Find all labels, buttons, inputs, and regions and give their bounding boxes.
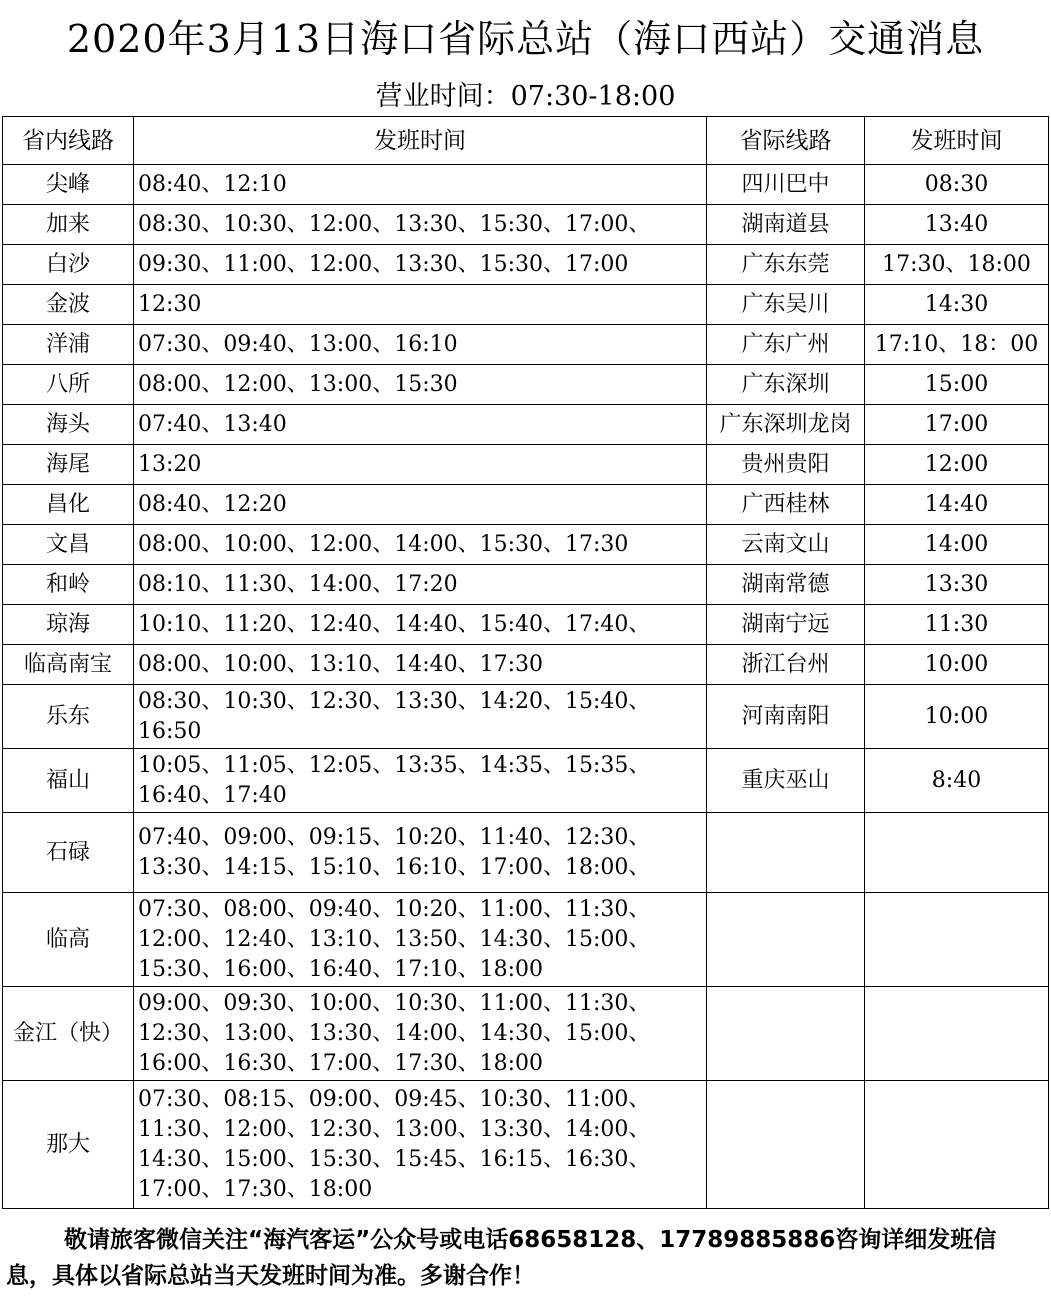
- province-departure-times: [134, 685, 707, 749]
- province-route-name: 和岭: [3, 565, 134, 605]
- province-departure-times: [134, 987, 707, 1081]
- inter-route-name: [707, 987, 865, 1081]
- province-departure-times: [134, 1081, 707, 1209]
- inter-route-name: 广东吴川: [707, 285, 865, 325]
- province-route-name: 临高南宝: [3, 645, 134, 685]
- inter-departure-time: 10:00: [865, 645, 1049, 685]
- province-route-name: 文昌: [3, 525, 134, 565]
- inter-route-name: 广东深圳: [707, 365, 865, 405]
- inter-departure-time: 17:00: [865, 405, 1049, 445]
- departure-times-line: 08:30、10:30、12:30、13:30、14:20、15:40、: [138, 688, 651, 714]
- header-province-time: 发班时间: [134, 117, 707, 165]
- province-departure-times: [134, 245, 707, 285]
- departure-times-line: 10:05、11:05、12:05、13:35、14:35、15:35、: [138, 752, 651, 778]
- province-departure-times: [134, 813, 707, 893]
- inter-departure-time: [865, 813, 1049, 893]
- departure-times-line: 08:00、12:00、13:00、15:30: [138, 371, 458, 397]
- schedule-row: [3, 445, 1049, 485]
- inter-route-name: 河南南阳: [707, 685, 865, 749]
- departure-times-line: 09:00、09:30、10:00、10:30、11:00、11:30、: [138, 990, 651, 1016]
- departure-times-line: 08:00、10:00、12:00、14:00、15:30、17:30: [138, 531, 629, 557]
- schedule-row: [3, 749, 1049, 813]
- inter-departure-time: 13:30: [865, 565, 1049, 605]
- departure-times-line: 07:30、08:00、09:40、10:20、11:00、11:30、: [138, 896, 651, 922]
- province-departure-times: [134, 365, 707, 405]
- province-departure-times: [134, 485, 707, 525]
- province-route-name: 洋浦: [3, 325, 134, 365]
- province-route-name: 加来: [3, 205, 134, 245]
- departure-times-line: 08:40、12:20: [138, 491, 287, 517]
- inter-departure-time: 12:00: [865, 445, 1049, 485]
- inter-departure-time: 14:30: [865, 285, 1049, 325]
- schedule-row: [3, 645, 1049, 685]
- departure-times-line: 14:30、15:00、15:30、15:45、16:15、16:30、: [138, 1146, 651, 1172]
- schedule-row: [3, 893, 1049, 987]
- schedule-row: [3, 245, 1049, 285]
- schedule-row: [3, 813, 1049, 893]
- province-departure-times: [134, 325, 707, 365]
- inter-departure-time: 17:10、18：00: [865, 325, 1049, 365]
- schedule-rows: [3, 165, 1049, 1209]
- inter-route-name: 湖南道县: [707, 205, 865, 245]
- inter-route-name: 湖南宁远: [707, 605, 865, 645]
- province-departure-times: [134, 405, 707, 445]
- header-province-route: 省内线路: [3, 117, 134, 165]
- inter-departure-time: 08:30: [865, 165, 1049, 205]
- schedule-row: [3, 987, 1049, 1081]
- departure-times-line: 07:40、13:40: [138, 411, 287, 437]
- inter-route-name: 广东东莞: [707, 245, 865, 285]
- inter-departure-time: 8:40: [865, 749, 1049, 813]
- inter-route-name: [707, 1081, 865, 1209]
- inter-route-name: 重庆巫山: [707, 749, 865, 813]
- business-hours: 营业时间：07:30-18:00: [375, 81, 676, 112]
- inter-route-name: 广东深圳龙岗: [707, 405, 865, 445]
- header-inter-time: 发班时间: [865, 117, 1049, 165]
- province-departure-times: [134, 645, 707, 685]
- province-route-name: 昌化: [3, 485, 134, 525]
- inter-departure-time: 14:40: [865, 485, 1049, 525]
- departure-times-line: 07:40、09:00、09:15、10:20、11:40、12:30、: [138, 824, 651, 850]
- province-departure-times: [134, 205, 707, 245]
- header-inter-route: 省际线路: [707, 117, 865, 165]
- province-route-name: 福山: [3, 749, 134, 813]
- inter-departure-time: 11:30: [865, 605, 1049, 645]
- schedule-row: [3, 1081, 1049, 1209]
- departure-times-line: 15:30、16:00、16:40、17:10、18:00: [138, 956, 544, 982]
- departure-times-line: 07:30、09:40、13:00、16:10: [138, 331, 458, 357]
- schedule-row: [3, 605, 1049, 645]
- province-route-name: 琼海: [3, 605, 134, 645]
- province-departure-times: [134, 285, 707, 325]
- province-route-name: 临高: [3, 893, 134, 987]
- inter-route-name: 广东广州: [707, 325, 865, 365]
- province-departure-times: [134, 165, 707, 205]
- departure-times-line: 07:30、08:15、09:00、09:45、10:30、11:00、: [138, 1086, 651, 1112]
- inter-route-name: [707, 813, 865, 893]
- schedule-table: [2, 116, 1049, 1209]
- province-departure-times: [134, 893, 707, 987]
- departure-times-line: 08:00、10:00、13:10、14:40、17:30: [138, 651, 544, 677]
- page-title: 2020年3月13日海口省际总站（海口西站）交通消息: [66, 17, 985, 61]
- province-departure-times: [134, 749, 707, 813]
- province-route-name: 金江（快）: [3, 987, 134, 1081]
- departure-times-line: 12:30、13:00、13:30、14:00、14:30、15:00、: [138, 1020, 651, 1046]
- inter-departure-time: 15:00: [865, 365, 1049, 405]
- province-route-name: 乐东: [3, 685, 134, 749]
- schedule-row: [3, 405, 1049, 445]
- inter-route-name: 浙江台州: [707, 645, 865, 685]
- province-departure-times: [134, 445, 707, 485]
- inter-departure-time: [865, 1081, 1049, 1209]
- province-route-name: 海头: [3, 405, 134, 445]
- province-departure-times: [134, 605, 707, 645]
- departure-times-line: 08:30、10:30、12:00、13:30、15:30、17:00、: [138, 211, 651, 237]
- departure-times-line: 16:00、16:30、17:00、17:30、18:00: [138, 1050, 544, 1076]
- inter-route-name: [707, 893, 865, 987]
- departure-times-line: 08:40、12:10: [138, 171, 287, 197]
- schedule-row: [3, 565, 1049, 605]
- province-departure-times: [134, 565, 707, 605]
- province-route-name: 尖峰: [3, 165, 134, 205]
- inter-departure-time: 10:00: [865, 685, 1049, 749]
- province-route-name: 石碌: [3, 813, 134, 893]
- inter-departure-time: [865, 987, 1049, 1081]
- schedule-row: [3, 525, 1049, 565]
- inter-route-name: 广西桂林: [707, 485, 865, 525]
- departure-times-line: 08:10、11:30、14:00、17:20: [138, 571, 458, 597]
- schedule-row: [3, 365, 1049, 405]
- departure-times-line: 12:00、12:40、13:10、13:50、14:30、15:00、: [138, 926, 651, 952]
- inter-route-name: 云南文山: [707, 525, 865, 565]
- inter-departure-time: 17:30、18:00: [865, 245, 1049, 285]
- schedule-row: [3, 485, 1049, 525]
- inter-departure-time: 14:00: [865, 525, 1049, 565]
- schedule-row: [3, 325, 1049, 365]
- departure-times-line: 16:50: [138, 718, 202, 744]
- province-route-name: 金波: [3, 285, 134, 325]
- schedule-row: [3, 285, 1049, 325]
- inter-departure-time: [865, 893, 1049, 987]
- departure-times-line: 10:10、11:20、12:40、14:40、15:40、17:40、: [138, 611, 651, 637]
- inter-route-name: 贵州贵阳: [707, 445, 865, 485]
- departure-times-line: 16:40、17:40: [138, 782, 287, 808]
- province-route-name: 那大: [3, 1081, 134, 1209]
- departure-times-line: 17:00、17:30、18:00: [138, 1176, 373, 1202]
- departure-times-line: 11:30、12:00、12:30、13:00、13:30、14:00、: [138, 1116, 651, 1142]
- province-route-name: 八所: [3, 365, 134, 405]
- footer-notice: 敬请旅客微信关注“海汽客运”公众号或电话68658128、17789885886咨询详细发班信息，具体以省际总站当天发班时间为准。多谢合作！: [6, 1227, 997, 1289]
- departure-times-line: 09:30、11:00、12:00、13:30、15:30、17:00: [138, 251, 629, 277]
- province-departure-times: [134, 525, 707, 565]
- inter-route-name: 湖南常德: [707, 565, 865, 605]
- schedule-row: [3, 205, 1049, 245]
- province-route-name: 海尾: [3, 445, 134, 485]
- departure-times-line: 13:30、14:15、15:10、16:10、17:00、18:00、: [138, 854, 651, 880]
- schedule-row: [3, 685, 1049, 749]
- departure-times-line: 12:30: [138, 291, 202, 317]
- departure-times-line: 13:20: [138, 451, 202, 477]
- inter-departure-time: 13:40: [865, 205, 1049, 245]
- inter-route-name: 四川巴中: [707, 165, 865, 205]
- province-route-name: 白沙: [3, 245, 134, 285]
- schedule-row: [3, 165, 1049, 205]
